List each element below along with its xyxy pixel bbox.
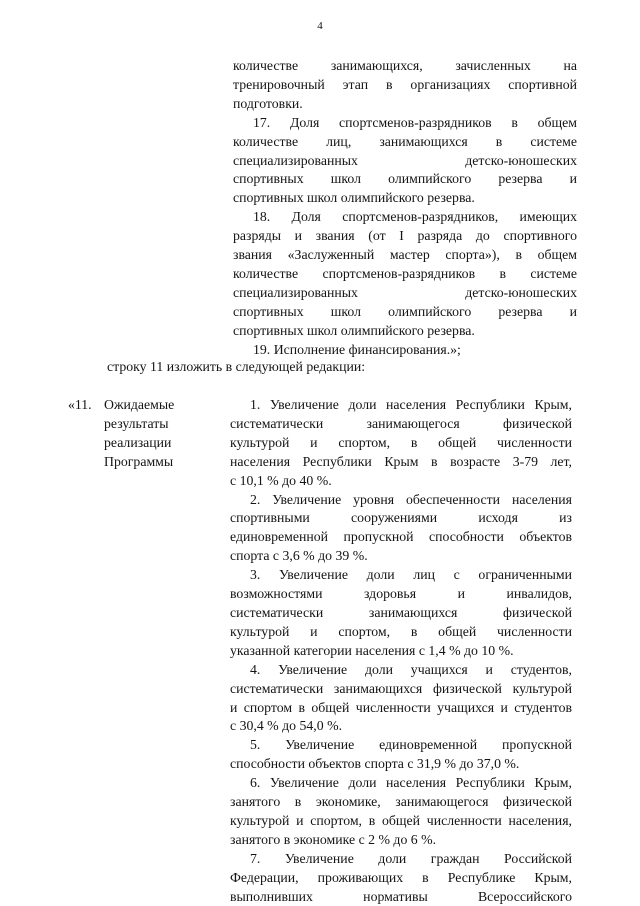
text-line: систематически занимающихся физической (230, 604, 572, 620)
text-line: реализации (104, 434, 172, 450)
text-line: с 30,4 % до 54,0 %. (230, 718, 343, 734)
text-line: систематически занимающихся физической культурой (230, 680, 572, 696)
text-line: населения Республики Крым в возрасте 3-79 лет, (230, 453, 572, 469)
row-number: «11. (68, 397, 92, 412)
top-section (233, 57, 577, 360)
result-item-3 (230, 566, 572, 661)
text-line: подготовки. (233, 95, 303, 111)
text-line: 6. Увеличение доли населения Республики Крым, (250, 775, 572, 791)
text-line: тренировочный этап в организациях спортивной (233, 76, 577, 92)
text-line: 7. Увеличение доли граждан Российской (250, 850, 572, 866)
text-line: выполнивших нормативы Всероссийского (230, 888, 572, 904)
text-line: количестве лиц, занимающихся в системе (233, 133, 577, 149)
text-line: 3. Увеличение доли лиц с ограниченными (250, 567, 572, 583)
text-para (230, 396, 572, 472)
text-para (230, 661, 572, 718)
text-line: систематически занимающегося физической (230, 415, 572, 431)
paragraph-17 (233, 114, 577, 190)
paragraph-continuation (233, 57, 577, 95)
result-item-4 (230, 661, 572, 737)
paragraph-19: 19. Исполнение финансирования.»; (253, 341, 461, 357)
text-para (230, 850, 572, 906)
result-item-5 (230, 736, 572, 774)
text-line: 18. Доля спортсменов-разрядников, имеющих (253, 209, 577, 225)
text-line: культурой и спортом, в общей численности населения, (230, 812, 572, 828)
result-item-7 (230, 850, 572, 906)
paragraph-18 (233, 208, 577, 321)
text-line: количестве спортсменов-разрядников в системе (233, 265, 577, 281)
text-line: указанной категории населения с 1,4 % до 10 %. (230, 642, 514, 658)
result-item-2 (230, 491, 572, 567)
text-line: 4. Увеличение доли учащихся и студентов, (250, 661, 572, 677)
text-line: 17. Доля спортсменов-разрядников в общем (253, 114, 577, 130)
text-line: спортивных школ олимпийского резерва и (233, 303, 577, 319)
row-label (68, 396, 175, 469)
text-line: способности объектов спорта с 31,9 % до 37,0 %. (230, 756, 520, 772)
text-line: с 10,1 % до 40 %. (230, 472, 332, 488)
text-line: спортивных школ олимпийского резерва и (233, 171, 577, 187)
text-line: и спортом в общей численности учащихся и студентов (230, 699, 572, 715)
text-line: 1. Увеличение доли населения Республики Крым, (250, 397, 572, 412)
text-line: результаты (104, 415, 169, 431)
text-line: спортивных школ олимпийского резерва. (233, 322, 475, 338)
text-line: спорта с 3,6 % до 39 %. (230, 548, 368, 564)
text-line: звания «Заслуженный мастер спорта»), в общем (233, 247, 577, 263)
result-item-6 (230, 774, 572, 850)
instruction-line: строку 11 изложить в следующей редакции: (107, 359, 366, 374)
text-line: количестве занимающихся, зачисленных на (233, 58, 577, 73)
text-line: единовременной пропускной способности объектов (230, 529, 572, 545)
result-item-1 (230, 396, 572, 491)
page-number: 4 (317, 20, 323, 32)
text-line: занятого в экономике с 2 % до 6 %. (230, 831, 437, 847)
text-para (230, 566, 572, 642)
text-line: Федерации, проживающих в Республике Крым, (230, 869, 572, 885)
text-line: культурой и спортом, в общей численности (230, 623, 572, 639)
text-line: специализированных детско-юношеских (233, 152, 577, 168)
text-line: 5. Увеличение единовременной пропускной (250, 737, 572, 753)
row-title (104, 396, 174, 472)
text-para (230, 774, 572, 831)
text-line: занятого в экономике, занимающегося физической (230, 794, 572, 810)
text-line: Программы (104, 453, 174, 469)
text-line: Ожидаемые (104, 397, 175, 412)
text-line: специализированных детско-юношеских (233, 284, 577, 300)
text-para (230, 736, 572, 755)
text-line: спортивными сооружениями исходя из (230, 510, 572, 526)
text-line: спортивных школ олимпийского резерва. (233, 190, 475, 206)
text-line: культурой и спортом, в общей численности (230, 434, 572, 450)
text-para (230, 491, 572, 548)
text-line: 2. Увеличение уровня обеспеченности населения (250, 491, 572, 507)
text-line: возможностями здоровья и инвалидов, (230, 586, 572, 602)
text-line: разряды и звания (от I разряда до спортивного (233, 228, 577, 244)
expected-results (230, 396, 572, 906)
